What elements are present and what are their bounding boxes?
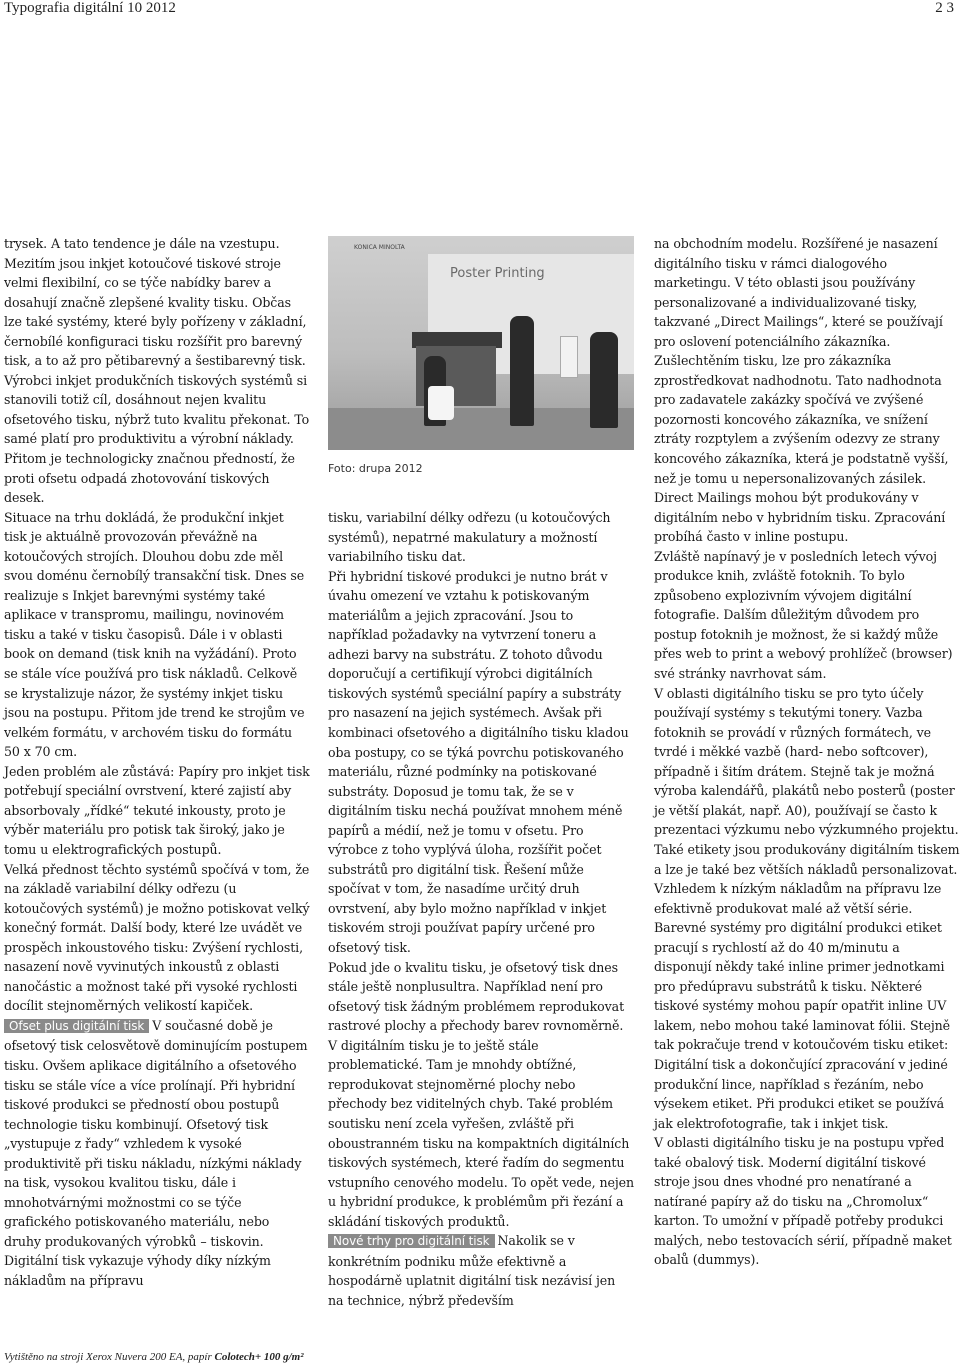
visitor-figure bbox=[510, 316, 534, 426]
paragraph: Také etikety jsou produkovány digitálním tiskem a lze je také bez větších nákladů personalizovat. Vzhledem k nízkým nákladům na přípravu lze efektivně produkovat malé až větší série. Barevné systémy pro digitální produkci etiket pracují s rychlostí až do 40 m/minutu a disponují někdy také inline primer jednotkami pro předúpravu substrátů k tisku. Některé tiskové systémy mohou papír opatřit inline UV lakem, nebo mohou také laminovat fólii. Stejně tak pokračuje trend v kotoučovém tisku etiket: Digitální tisk a dokončující zpracování v jediné produkční lince, například s řezáním, nebo výsekem etiket. Při produkci etiket se používá jak elektrofotografie, tak i inkjet tisk. bbox=[654, 841, 960, 1131]
paragraph: Zvláště napínavý je v posledních letech vývoj produkce knih, zvláště fotoknih. To bylo způsobeno explozivním vývojem digitální fotografie. Dalším důležitým důvodem pro postup fotoknih je možnost, že si každý může přes web to print a webový prohlížeč (browser) své stránky navrhovat sám. bbox=[654, 548, 953, 682]
paragraph-text: V současné době je ofsetový tisk celosvětově dominujícím postupem tisku. Ovšem aplikace digitálního a ofsetového tisku se stále více a více prolínají. Při hybridní tiskové produkci se předností obou postupů technologie tisku kombinují. Ofsetový tisk „vystupuje z řady“ vzhledem k vysoké produktivitě při tisku nákladu, nízkými náklady na tisk, vysokou kvalitou tisku, dále i mnohotvárnými možnostmi co se týče grafického potiskovaného materiálu, nebo druhy produkovaných výrobků – tiskovin. Digitální tisk vykazuje výhody díky nízkým nákladům na přípravu bbox=[4, 1017, 308, 1288]
page-numbers: 2 3 bbox=[935, 0, 954, 16]
trade-fair-photo bbox=[328, 236, 634, 450]
paragraph: tisku, variabilní délky odřezu (u kotoučových systémů), nepatrné makulatury a možností variabilního tisku dat. bbox=[328, 510, 611, 565]
subheading-new-markets: Nové trhy pro digitální tisk bbox=[328, 1234, 495, 1248]
display-kiosk bbox=[560, 336, 578, 378]
column-2 bbox=[328, 508, 634, 1310]
paragraph-text: Nakolik se v konkrétním podniku může efektivně a hospodárně uplatnit digitální tisk nezávisí jen na technice, nýbrž především bbox=[328, 1233, 616, 1308]
paragraph: Direct Mailings mohou být produkovány v digitálním nebo v hybridním tisku. Zpracování probíhá často v inline postupu. bbox=[654, 490, 946, 545]
colophon-paper: Colotech+ 100 g/m² bbox=[214, 1351, 304, 1363]
paragraph: Velká přednost těchto systémů spočívá v tom, že na základě variabilní délky odřezu (u kotoučových systémů) je možno potiskovat velký konečný formát. Další body, které lze uvádět ve prospěch inkoustového tisku: Zvýšení rychlosti, nasazení nově vyvinutých inkoustů z oblasti nanočástic a možnost také při vysoké rychlosti docílit stejnoměrných velikostí kapiček. bbox=[4, 861, 310, 1014]
photo-caption: Foto: drupa 2012 bbox=[328, 462, 423, 475]
colophon-text: Vytištěno na stroji Xerox Nuvera 200 EA, papír bbox=[4, 1351, 212, 1363]
floor bbox=[328, 408, 634, 450]
paragraph: Pokud jde o kvalitu tisku, je ofsetový tisk dnes stále ještě nonplusultra. Například není pro ofsetový tisk žádným problémem reprodukovat rastrové plochy a přechody barev rovnoměrně. V digitálním tisku je to ještě stále problematické. Tam je mnohdy obtížné, reprodukovat stejnoměrné plochy nebo přechody bez viditelných chyb. Také problém soutisku není zcela vyřešen, zvláště při oboustranném tisku na kompaktních digitálních tiskových systémech, které řadím do segmentu vstupního cenového modelu. To opět vede, nejen u hybridní produkce, k problémům při řezání a skládání tiskových produktů. bbox=[328, 959, 634, 1229]
brand-logo: KONICA MINOLTA bbox=[354, 244, 405, 251]
paragraph: na obchodním modelu. Rozšířené je nasazení digitálního tisku v rámci dialogového marketingu. V této oblasti jsou používány personalizované a individualizované tisky, takzvané „Direct Mailings“, které se používají pro oslovení potenciálního zákazníka. Zušlechtěním tisku, lze pro zákazníka zprostředkovat nadhodnotu. Tato nadhodnota pro zadavatele zakázky spočívá ve zvýšené pozornosti koncového zákazníka, ve snížení ztráty rozptylem a zvýšením odezvy ze strany koncového zákazníka, která je podstatně vyšší, než je tomu u nepersonalizovaných zásilek. bbox=[654, 236, 949, 486]
paragraph: Při hybridní tiskové produkci je nutno brát v úvahu omezení ve vztahu k potiskovaným materiálům a jejich zpracování. Jsou to například požadavky na vytvrzení toneru a adhezi barvy na substrátu. Z tohoto důvodu doporučují a certifikují výrobci digitálních tiskových systémů speciální papíry a substráty pro nasazení na jejich systémech. Avšak při kombinaci ofsetového a digitálního tisku kladou oba postupy, co se týká povrchu potiskovaného materiálu, různé podmínky na potiskované substráty. Doposud je tomu tak, že se v digitálním tisku nechá používat mnohem méně papírů a médií, než je tomu v ofsetu. Pro výrobce z toho vyplývá úloha, rozšířit počet substrátů pro digitální tisk. Řešení může spočívat v tom, že nasadíme určitý druh ovrstvení, aby bylo možno například v inkjet tiskovém stroji používat papíry určené pro ofsetový tisk. bbox=[328, 568, 629, 956]
poster-printing-sign: Poster Printing bbox=[450, 266, 545, 281]
paragraph: Situace na trhu dokládá, že produkční inkjet tisk je aktuálně provozován převážně na kotoučových strojích. Dlouhou dobu zde měl svou doménu černobílý transakční tisk. Dnes se realizuje s Inkjet barevnými systémy také aplikace v transpromu, mailingu, novinovém tisku a také v tisku časopisů. Dále i v oblasti book on demand (tisk knih na vyžádání). Proto se stále více používá pro tisk nákladů. Celkově se krystalizuje názor, že systémy inkjet tisku jsou na postupu. Přitom jde trend ke strojům ve velkém formátu, v archovém tisku do formátu 50 x 70 cm. bbox=[4, 509, 305, 760]
visitor-figure bbox=[590, 332, 618, 428]
subheading-offset-plus-digital: Ofset plus digitální tisk bbox=[4, 1019, 149, 1033]
column-1 bbox=[4, 234, 310, 1291]
print-colophon bbox=[4, 1351, 304, 1363]
paragraph: trysek. A tato tendence je dále na vzestupu. Mezitím jsou inkjet kotoučové tiskové stroje velmi flexibilní, co se týče nabídky barev a dosahují značně zlepšené kvality tisku. Občas lze také systémy, které byly pořízeny v základní, černobílé konfiguraci tisku rozšířit pro barevný tisk, a to až pro pětibarevný a šestibarevný tisk. Výrobci inkjet produkčních tiskových systémů si stanovili totiž cíl, dosáhnout nejen kvalitu ofsetového tisku, nýbrž tuto kvalitu překonat. To samé platí pro produktivitu a výrobní náklady. Přitom je technologicky značnou předností, že proti ofsetu odpadá zhotovování tiskových desek. bbox=[4, 236, 310, 506]
running-header-title: Typografia digitální 10 2012 bbox=[4, 0, 176, 16]
column-3 bbox=[654, 234, 960, 1270]
tote-bag bbox=[428, 386, 454, 420]
paragraph-with-subheading bbox=[4, 1016, 310, 1291]
paragraph: V oblasti digitálního tisku je na postupu vpřed také obalový tisk. Moderní digitální tiskové stroje jsou dnes vhodné pro nenatírané a natírané papíry až do tisku na „Chromolux“ karton. To umožní v případě potřeby produkci malých, nebo testovacích sérií, případně maket obalů (dummys). bbox=[654, 1135, 952, 1268]
paragraph-with-subheading bbox=[328, 1231, 634, 1310]
paragraph: Jeden problém ale zůstává: Papíry pro inkjet tisk potřebují speciální ovrstvení, které zajistí aby absorbovaly „řídké“ tekuté inkousty, proto je výběr materiálu pro potisk tak široký, jako je tomu u elektrografických postupů. bbox=[4, 763, 310, 857]
paragraph: V oblasti digitálního tisku se pro tyto účely používají systémy s tekutými tonery. Vazba fotoknih se provádí v různých formátech, ve tvrdé i měkké vazbě (hard- nebo softcover), případně i šitím drátem. Stejně tak je možná výroba kalendářů, plakátů nebo posterů (poster je větší plakát, např. A0), používají se často k prezentaci výzkumu nebo výzkumného projektu. bbox=[654, 685, 959, 838]
